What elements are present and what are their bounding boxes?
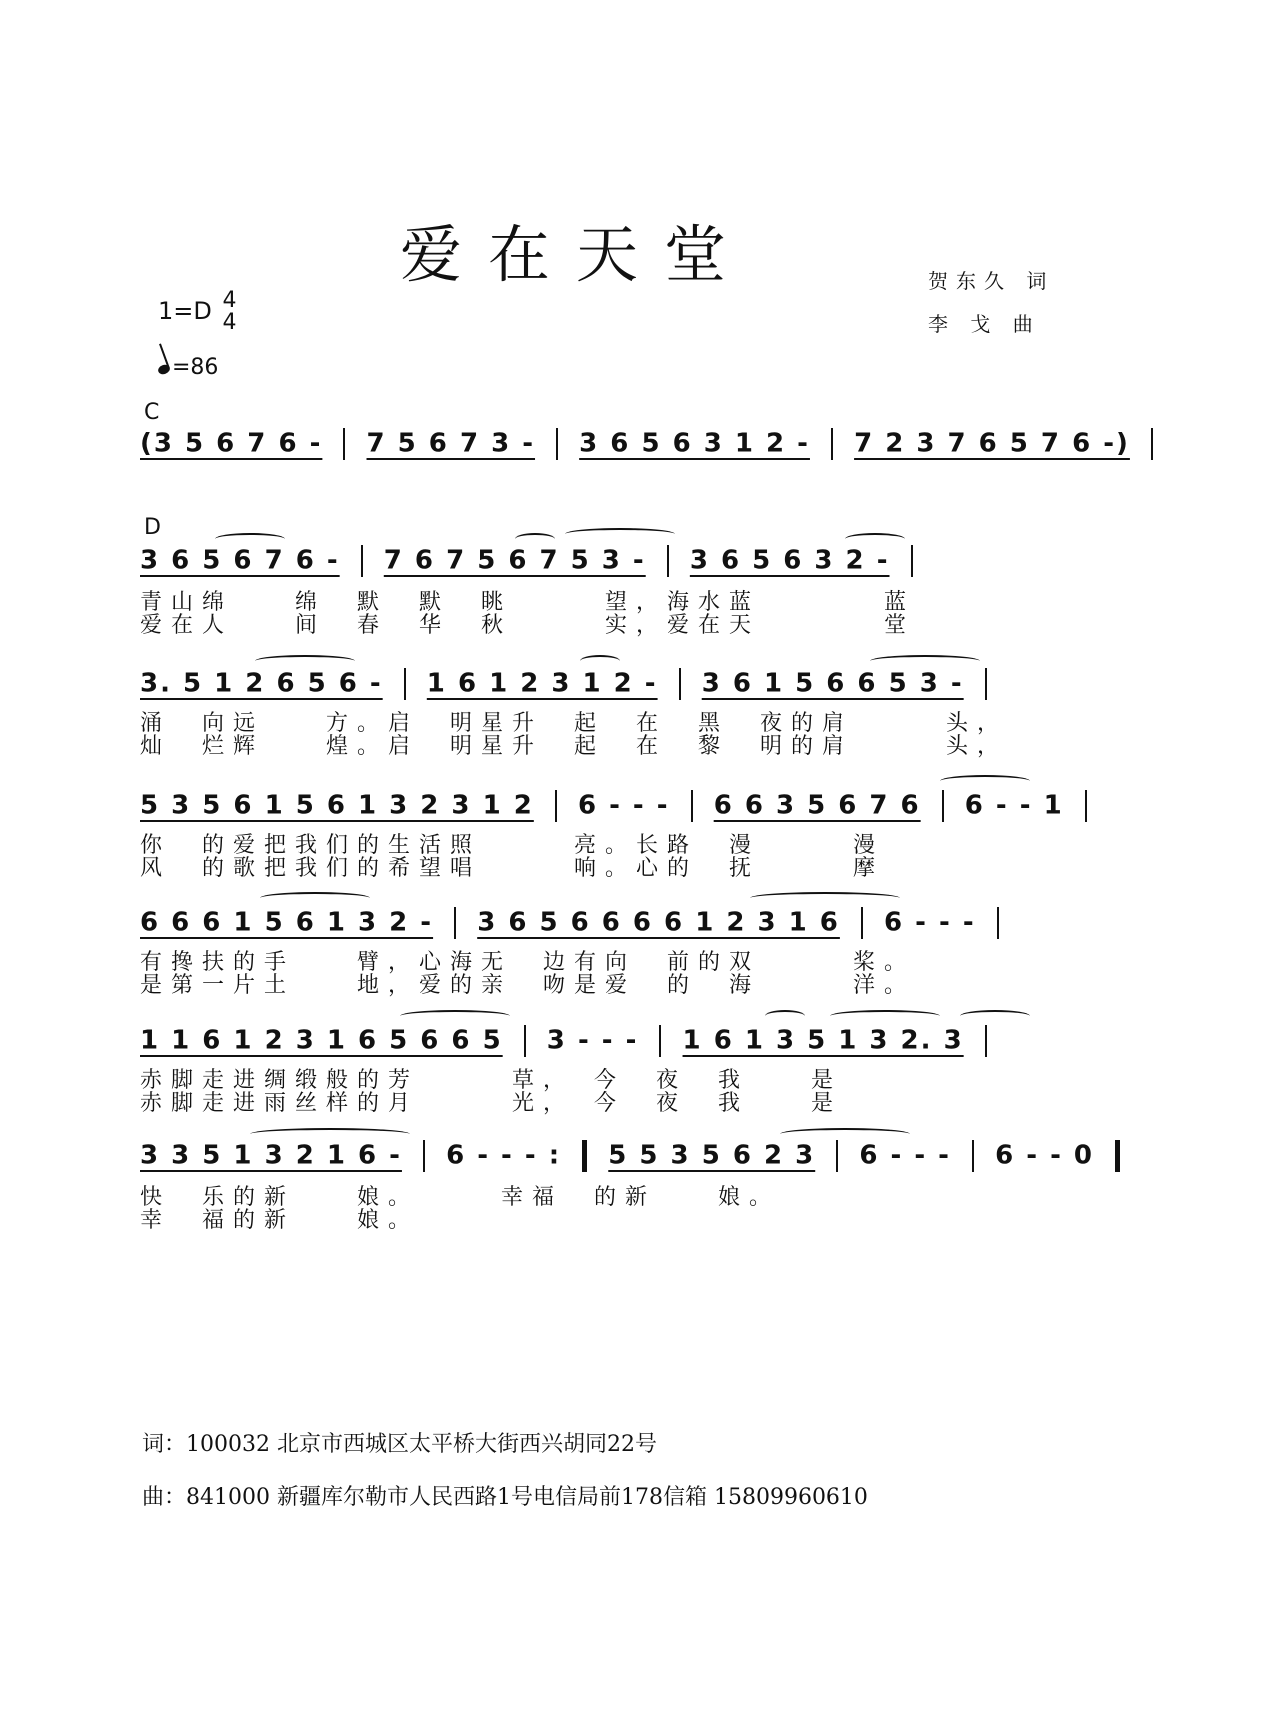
time-top: 4 <box>222 288 237 313</box>
tempo-value: =86 <box>172 355 219 380</box>
barline <box>524 1025 526 1057</box>
key-label: 1=D <box>158 297 212 325</box>
slur <box>765 1010 805 1022</box>
measure: 5 5 3 5 6 2 3 <box>608 1140 816 1171</box>
barline <box>942 790 944 822</box>
barline <box>361 545 363 577</box>
system-4-lyrics-verse-2: 风 的歌把我们的希望唱 响。心的 抚 摩 <box>140 856 885 881</box>
system-6-staff <box>140 1025 997 1057</box>
system-4-lyrics-verse-1: 你 的爱把我们的生活照 亮。长路 漫 漫 <box>140 833 885 858</box>
final-barline <box>1115 1140 1120 1172</box>
barline <box>423 1140 425 1172</box>
barline <box>667 545 669 577</box>
slur <box>215 533 285 545</box>
system-5-lyrics-verse-2: 是第一片土 地，爱的亲 吻是爱 的 海 洋。 <box>140 973 916 998</box>
tempo-marking <box>158 355 218 380</box>
measure: 5 3 5 6 1 5 6 1 3 2 3 1 2 <box>140 790 534 821</box>
measure: 3 6 5 6 6 6 6 1 2 3 1 6 <box>477 907 840 938</box>
system-3-lyrics-verse-1: 涌 向远 方。启 明星升 起 在 黑 夜的肩 头， <box>140 711 1009 736</box>
measure: 1 1 6 1 2 3 1 6 5 6 6 5 <box>140 1025 503 1056</box>
measure: 6 6 3 5 6 7 6 <box>713 790 921 821</box>
measure: 6 - - - <box>859 1140 951 1171</box>
slur <box>780 1128 910 1140</box>
measure: 3 - - - <box>546 1025 639 1056</box>
measure: 6 6 6 1 5 6 1 3 2 - <box>140 907 434 938</box>
system-2-lyrics-verse-2: 爱在人 间 春 华 秋 实，爱在天 堂 <box>140 613 916 638</box>
composer-credit: 李 戈 曲 <box>928 312 1041 336</box>
barline <box>972 1140 974 1172</box>
slur <box>750 892 900 904</box>
system-7-staff <box>140 1140 1130 1172</box>
system-5-lyrics-verse-1: 有搀扶的手 臂，心海无 边有向 前的双 桨。 <box>140 950 916 975</box>
measure: 3 6 1 5 6 6 5 3 - <box>701 668 964 699</box>
barline <box>831 428 833 460</box>
composer-address: 曲：841000 新疆库尔勒市人民西路1号电信局前178信箱 15809960610 <box>142 1485 868 1510</box>
barline <box>1151 428 1153 460</box>
measure: 3 6 5 6 3 1 2 - <box>579 428 810 459</box>
slur <box>565 528 675 540</box>
measure: 3 6 5 6 7 6 - <box>140 545 340 576</box>
measure: 6 - - 0 <box>995 1140 1095 1171</box>
barline <box>404 668 406 700</box>
measure: 7 2 3 7 6 5 7 6 -) <box>854 428 1130 459</box>
barline <box>555 790 557 822</box>
barline <box>836 1140 838 1172</box>
measure: 1 6 1 2 3 1 2 - <box>426 668 658 699</box>
slur <box>515 533 555 545</box>
measure: 6 - - 1 <box>964 790 1064 821</box>
slur <box>400 1010 510 1022</box>
key-signature <box>158 290 237 334</box>
barline <box>911 545 913 577</box>
measure: 3. 5 1 2 6 5 6 - <box>140 668 383 699</box>
slur <box>940 775 1030 787</box>
slur <box>960 1010 1030 1022</box>
measure: 6 - - - <box>884 907 976 938</box>
slur <box>870 655 980 667</box>
measure: 6 - - - : <box>446 1140 562 1171</box>
system-1-marker: C <box>144 400 160 425</box>
lyricist-credit: 贺东久 词 <box>928 269 1055 293</box>
quarter-note-icon <box>157 363 171 376</box>
time-bottom: 4 <box>222 310 237 335</box>
system-2-staff <box>140 545 923 577</box>
slur <box>260 892 370 904</box>
barline <box>454 907 456 939</box>
barline <box>985 1025 987 1057</box>
lyricist-address: 词：100032 北京市西城区太平桥大街西兴胡同22号 <box>142 1432 657 1457</box>
measure: 6 - - - <box>577 790 670 821</box>
barline <box>997 907 999 939</box>
barline <box>691 790 693 822</box>
barline <box>343 428 345 460</box>
repeat-barline <box>582 1140 587 1172</box>
system-5-staff <box>140 907 1009 939</box>
measure: 1 6 1 3 5 1 3 2. 3 <box>682 1025 964 1056</box>
system-1-staff <box>140 428 1163 460</box>
system-3-lyrics-verse-2: 灿 烂辉 煌。启 明星升 起 在 黎 明的肩 头， <box>140 734 1009 759</box>
barline <box>659 1025 661 1057</box>
system-2-marker: D <box>144 515 161 540</box>
measure: (3 5 6 7 6 - <box>140 428 323 459</box>
measure: 3 3 5 1 3 2 1 6 - <box>140 1140 402 1171</box>
system-6-lyrics-verse-1: 赤脚走进绸缎般的芳 草， 今 夜 我 是 <box>140 1068 843 1093</box>
barline <box>556 428 558 460</box>
barline <box>1085 790 1087 822</box>
slur <box>830 1010 940 1022</box>
measure: 7 6 7 5 6 7 5 3 - <box>383 545 646 576</box>
barline <box>679 668 681 700</box>
measure: 3 6 5 6 3 2 - <box>689 545 890 576</box>
system-6-lyrics-verse-2: 赤脚走进雨丝样的月 光， 今 夜 我 是 <box>140 1091 843 1116</box>
system-4-staff <box>140 790 1097 822</box>
slur <box>580 655 620 667</box>
system-7-lyrics-verse-1: 快 乐的新 娘。 幸福 的新 娘。 <box>140 1185 781 1210</box>
barline <box>985 668 987 700</box>
slur <box>250 1128 410 1140</box>
slur <box>845 533 905 545</box>
measure: 7 5 6 7 3 - <box>366 428 536 459</box>
barline <box>861 907 863 939</box>
song-title: 爱在天堂 <box>400 218 753 291</box>
slur <box>255 655 355 667</box>
time-signature <box>223 290 237 334</box>
system-2-lyrics-verse-1: 青山绵 绵 默 默 眺 望，海水蓝 蓝 <box>140 590 916 615</box>
system-7-lyrics-verse-2: 幸 福的新 娘。 <box>140 1208 420 1233</box>
system-3-staff <box>140 668 997 700</box>
